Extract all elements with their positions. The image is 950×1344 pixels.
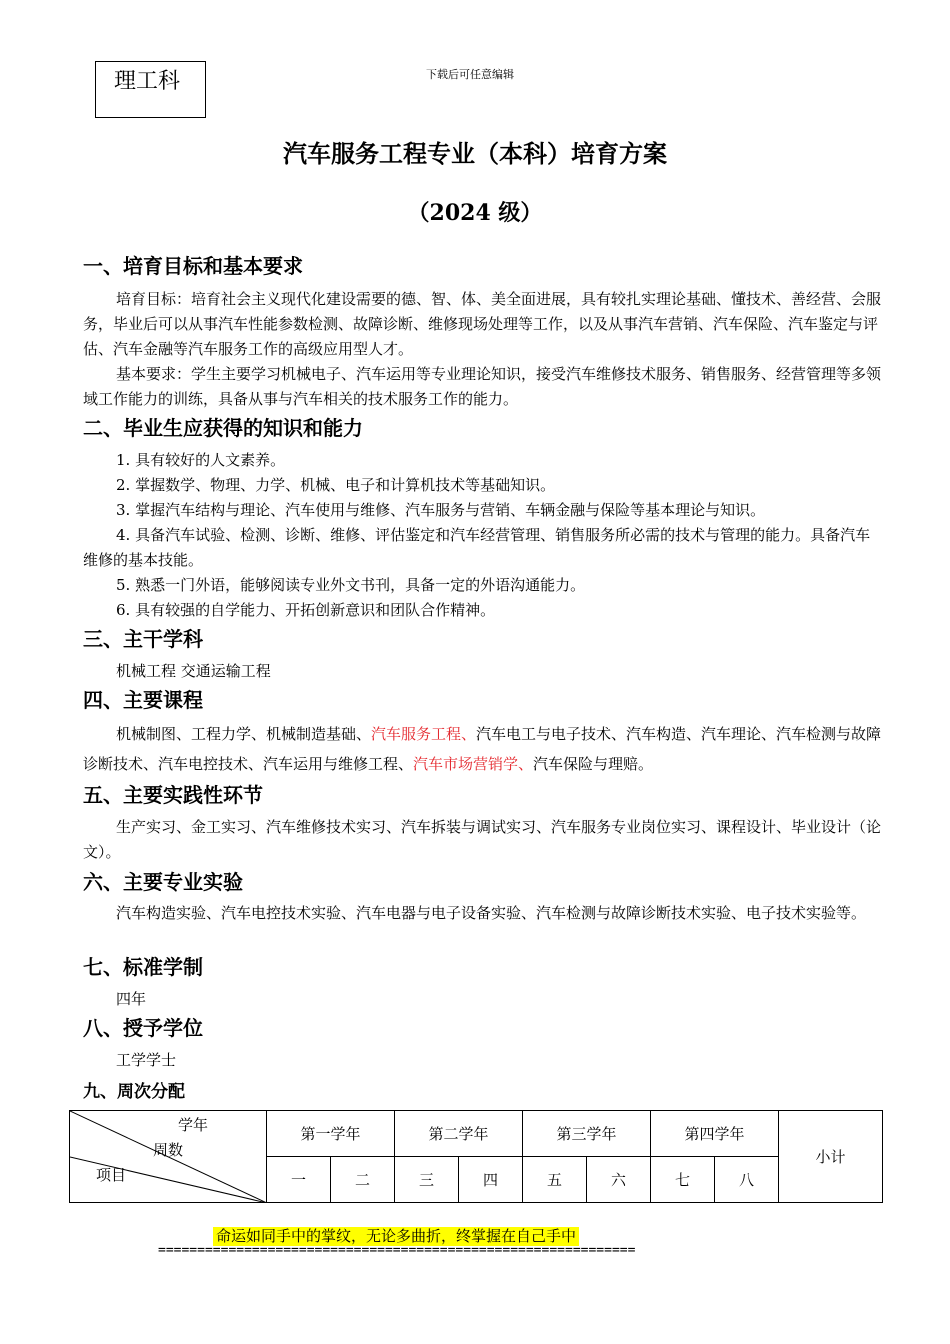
courses-text: 汽车电工与电子技术、汽车构造、汽车理论、汽车检测与故障诊断技术、汽车电控技术、汽车运用与维修工程、: [83, 725, 882, 773]
section-9-heading: 九、周次分配: [83, 1082, 185, 1102]
term-header: 一: [267, 1157, 331, 1203]
document-subtitle: （2024 级）: [407, 200, 543, 226]
footer-rule: =============================================================: [158, 1243, 636, 1258]
main-disciplines: 机械工程 交通运输工程: [116, 662, 271, 680]
section-7-heading: 七、标准学制: [83, 955, 203, 979]
term-header: 八: [715, 1157, 779, 1203]
degree: 工学学士: [116, 1051, 177, 1069]
section-5-heading: 五、主要实践性环节: [83, 783, 263, 807]
year-header: 第一学年: [267, 1111, 395, 1157]
year-header: 第三学年: [523, 1111, 651, 1157]
section-3-heading: 三、主干学科: [83, 627, 203, 651]
section-2-heading: 二、毕业生应获得的知识和能力: [83, 416, 363, 440]
main-experiments: 汽车构造实验、汽车电控技术实验、汽车电器与电子设备实验、汽车检测与故障诊断技术实验、电子技术实验等。: [116, 904, 867, 922]
courses-text: 机械制图、工程力学、机械制造基础、: [116, 725, 372, 743]
section-1-objective: 培育目标：培育社会主义现代化建设需要的德、智、体、美全面进展，具有较扎实理论基础、懂技术、善经营、会服务，毕业后可以从事汽车性能参数检测、故障诊断、维修现场处理等工作，以及从事汽车营销、汽车保险、汽车鉴定与评估、汽车金融等汽车服务工作的高级应用型人才。: [83, 290, 882, 358]
year-header: 第四学年: [651, 1111, 779, 1157]
section-1-requirements: 基本要求：学生主要学习机械电子、汽车运用等专业理论知识，接受汽车维修技术服务、销售服务、经营管理等多领域工作能力的训练，具备从事与汽车相关的技术服务工作的能力。: [83, 365, 882, 408]
term-header: 二: [331, 1157, 395, 1203]
term-header: 三: [395, 1157, 459, 1203]
table-corner-cell: [70, 1111, 267, 1203]
term-header: 六: [587, 1157, 651, 1203]
ability-item: 1. 具有较好的人文素养。: [116, 451, 286, 469]
corner-weeks-label: 周数: [153, 1141, 184, 1159]
week-allocation-table: [69, 1110, 883, 1203]
corner-item-label: 项目: [96, 1166, 127, 1184]
section-6-heading: 六、主要专业实验: [83, 870, 243, 894]
ability-item: 5. 熟悉一门外语，能够阅读专业外文书刊，具备一定的外语沟通能力。: [116, 576, 586, 594]
subtotal-header: 小计: [779, 1111, 883, 1203]
section-1-heading: 一、培育目标和基本要求: [83, 254, 303, 278]
section-8-heading: 八、授予学位: [83, 1016, 203, 1040]
term-header: 四: [459, 1157, 523, 1203]
ability-item: 4. 具备汽车试验、检测、诊断、维修、评估鉴定和汽车经营管理、销售服务所必需的技术与管理的能力。具备汽车维修的基本技能。: [83, 526, 871, 569]
category-label: 理工科: [114, 69, 181, 94]
term-header: 五: [523, 1157, 587, 1203]
section-4-heading: 四、主要课程: [83, 688, 203, 712]
document-title: 汽车服务工程专业（本科）培育方案: [283, 139, 667, 168]
category-label-box: [95, 61, 206, 118]
footer-motto: 命运如同手中的掌纹，无论多曲折，终掌握在自己手中: [213, 1227, 579, 1246]
courses-highlight: 汽车服务工程、: [371, 725, 477, 743]
ability-item: 6. 具有较强的自学能力、开拓创新意识和团队合作精神。: [116, 601, 496, 619]
corner-year-label: 学年: [178, 1116, 209, 1134]
watermark-text: 下载后可任意编辑: [426, 68, 514, 81]
ability-item: 2. 掌握数学、物理、力学、机械、电子和计算机技术等基础知识。: [116, 476, 556, 494]
courses-text: 汽车保险与理赔。: [533, 755, 654, 773]
ability-item: 3. 掌握汽车结构与理论、汽车使用与维修、汽车服务与营销、车辆金融与保险等基本理论与知识。: [116, 501, 766, 519]
year-header: 第二学年: [395, 1111, 523, 1157]
main-courses: [83, 719, 883, 779]
courses-highlight: 汽车市场营销学、: [413, 755, 534, 773]
practice-links: 生产实习、金工实习、汽车维修技术实习、汽车拆装与调试实习、汽车服务专业岗位实习、课程设计、毕业设计（论文）。: [83, 818, 882, 861]
study-length: 四年: [116, 990, 147, 1008]
term-header: 七: [651, 1157, 715, 1203]
